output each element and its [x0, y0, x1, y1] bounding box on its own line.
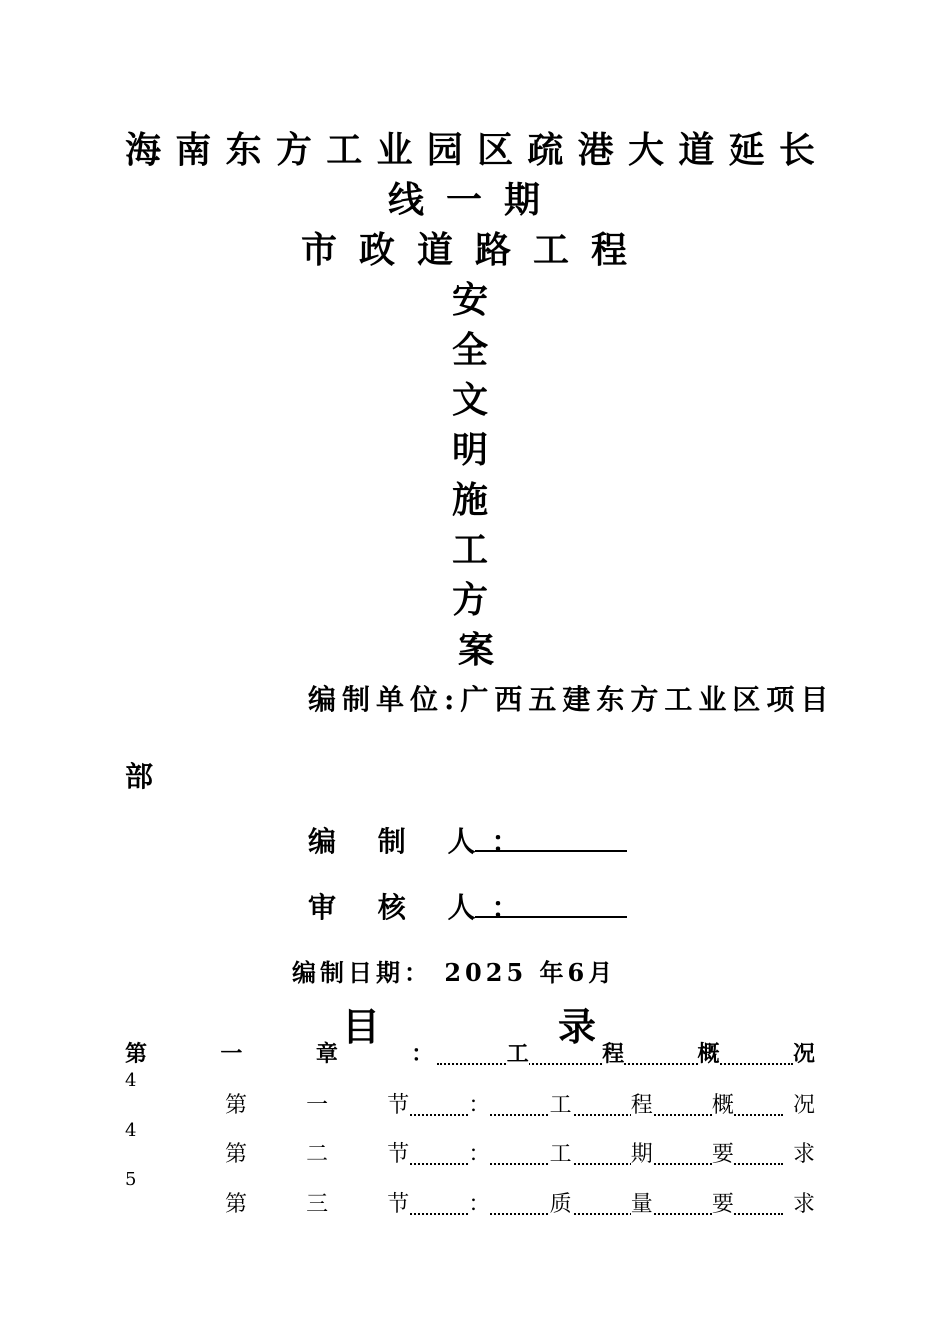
toc-char: 质 [550, 1187, 572, 1218]
reviewer-label: 审 核 人： [308, 891, 536, 924]
title-char: 南 [175, 129, 212, 171]
vertical-title-char: 施 [451, 479, 488, 521]
toc-char: 一 [220, 1037, 242, 1068]
toc-page-number: 4 [125, 1120, 137, 1141]
toc-char: 工 [550, 1088, 572, 1119]
toc-char: ： [468, 1088, 490, 1119]
toc-char: 期 [631, 1137, 653, 1168]
cover-title-line-3: 市政道路工程 [300, 229, 649, 271]
vertical-title-char: 案 [457, 629, 494, 671]
toc-title-right: 录 [558, 1004, 597, 1049]
toc-char: 一 [306, 1088, 328, 1119]
toc-section-1[interactable] [225, 1091, 815, 1119]
vertical-title-char: 工 [451, 529, 488, 571]
toc-char: 求 [793, 1137, 815, 1168]
toc-char: 况 [793, 1037, 815, 1068]
toc-section-3[interactable] [225, 1190, 815, 1218]
toc-char: ： [468, 1137, 490, 1168]
toc-chapter-1[interactable] [125, 1040, 815, 1068]
title-char: 海 [125, 129, 162, 171]
reviewer-signature-line[interactable] [475, 916, 627, 918]
toc-char: 况 [793, 1088, 815, 1119]
title-char: 延 [728, 129, 765, 171]
title-char: 长 [778, 129, 815, 171]
toc-char: 第 [125, 1037, 147, 1068]
toc-char: 概 [712, 1088, 734, 1119]
title-char: 东 [225, 129, 262, 171]
vertical-title-char: 文 [451, 379, 488, 421]
toc-char: 要 [712, 1137, 734, 1168]
vertical-title-char: 全 [451, 329, 488, 371]
toc-char: 程 [602, 1037, 624, 1068]
toc-char: 节 [387, 1137, 409, 1168]
toc-char: 要 [712, 1187, 734, 1218]
compiler-signature-line[interactable] [475, 850, 627, 852]
toc-char: 概 [698, 1037, 720, 1068]
vertical-title-char: 明 [451, 429, 488, 471]
toc-page-number: 5 [125, 1169, 137, 1190]
title-char: 港 [577, 129, 614, 171]
title-char: 大 [627, 129, 664, 171]
toc-char: 第 [225, 1137, 247, 1168]
toc-title-left: 目 [342, 1004, 381, 1049]
title-char: 疏 [527, 129, 564, 171]
toc-char: 节 [387, 1088, 409, 1119]
title-char: 工 [326, 129, 363, 171]
title-char: 业 [376, 129, 413, 171]
compiling-unit-wrap: 部 [125, 760, 154, 793]
compiling-unit: 编制单位:广西五建东方工业区项目 [308, 683, 835, 716]
vertical-title-char: 安 [451, 279, 488, 321]
toc-section-2[interactable] [225, 1140, 815, 1168]
title-char: 园 [426, 129, 463, 171]
toc-char: ： [468, 1187, 490, 1218]
cover-title-line-2: 线一期 [387, 179, 562, 221]
toc-char: ： [411, 1037, 433, 1068]
vertical-title-char: 方 [451, 579, 488, 621]
title-char: 区 [477, 129, 514, 171]
toc-char: 三 [306, 1187, 328, 1218]
toc-char: 工 [550, 1137, 572, 1168]
title-char: 方 [275, 129, 312, 171]
toc-char: 第 [225, 1187, 247, 1218]
cover-title-line-1 [125, 128, 815, 172]
toc-char: 章 [316, 1037, 338, 1068]
toc-char: 工 [507, 1037, 529, 1068]
toc-char: 求 [793, 1187, 815, 1218]
compile-date: 编制日期： 2025 年6月 [292, 958, 617, 987]
compiler-label: 编 制 人： [308, 825, 536, 858]
toc-char: 第 [225, 1088, 247, 1119]
toc-char: 程 [631, 1088, 653, 1119]
toc-char: 节 [387, 1187, 409, 1218]
toc-char: 二 [306, 1137, 328, 1168]
toc-char: 量 [631, 1187, 653, 1218]
toc-page-number: 4 [125, 1070, 137, 1091]
title-char: 道 [678, 129, 715, 171]
